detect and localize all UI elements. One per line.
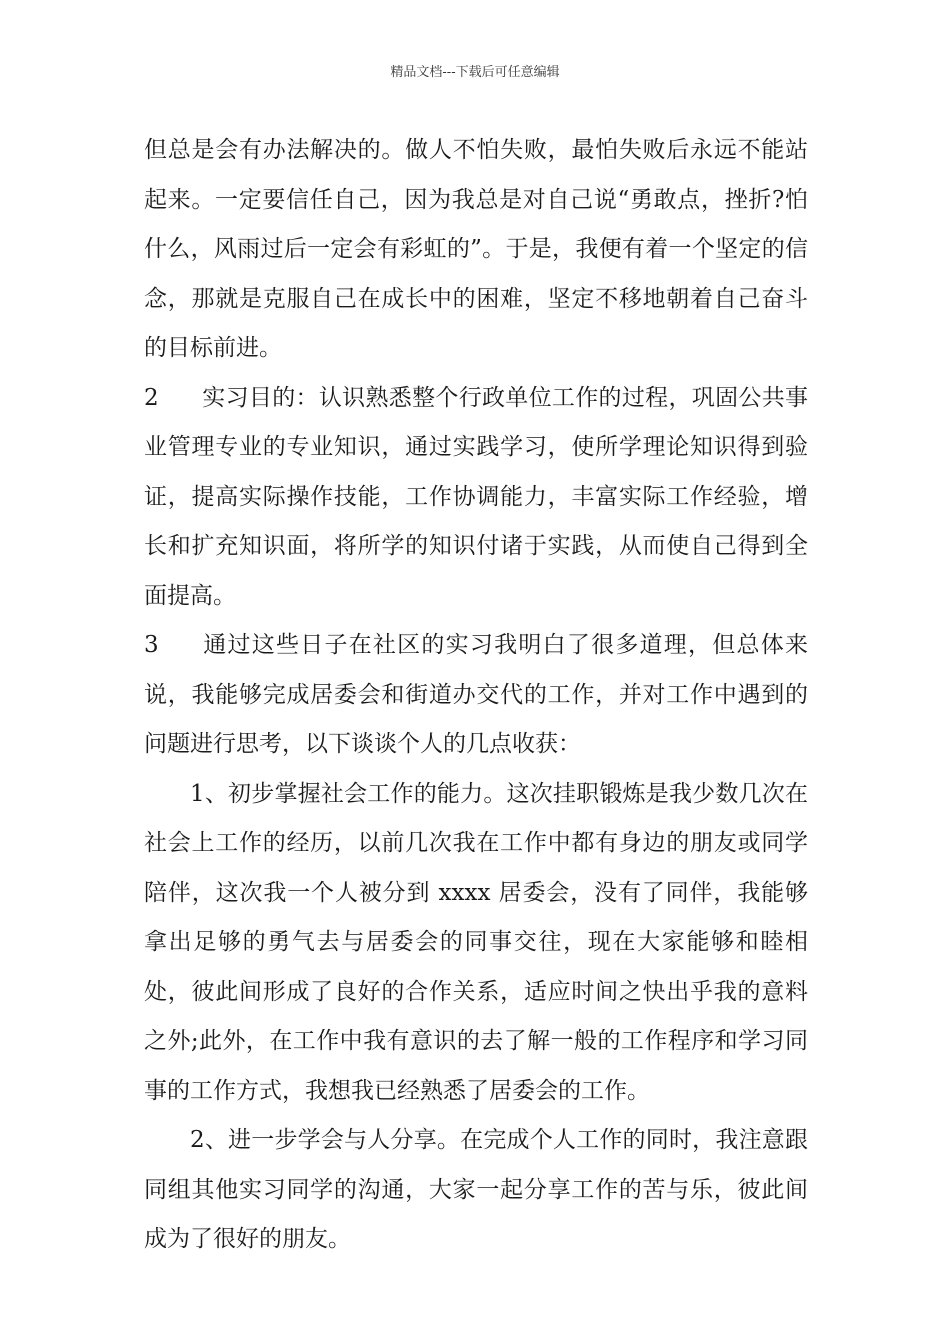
list-paragraph-1: [144, 770, 808, 1117]
paragraph-number: 2: [144, 384, 159, 411]
page-header: 精品文档---下载后可任意编辑: [390, 65, 560, 80]
paragraph-text: 实习目的：认识熟悉整个行政单位工作的过程，巩固公共事业管理专业的专业知识，通过实践学习，使所学理论知识得到验证，提高实际操作技能，工作协调能力，丰富实际工作经验，增长和扩充知识面，将所学的知识付诸于实践，从而使自己得到全面提高。: [144, 384, 808, 609]
paragraph-number: 3: [144, 632, 159, 658]
paragraph-text: 1、初步掌握社会工作的能力。这次挂职锻炼是我少数几次在社会上工作的经历，以前几次我在工作中都有身边的朋友或同学陪伴，这次我一个人被分到 xxxx 居委会，没有了同伴，我能够拿出足够的勇气去与居委会的同事交往，现在大家能够和睦相处，彼此间形成了良好的合作关系，适应时间之快出乎我的意料之外;此外，在工作中我有意识的去了解一般的工作程序和学习同事的工作方式，我想我已经熟悉了居委会的工作。: [144, 780, 808, 1104]
paragraph-continuation: [144, 126, 808, 374]
numbered-paragraph-2: [144, 374, 808, 622]
numbered-paragraph-3: [144, 621, 808, 770]
paragraph-text: 但总是会有办法解决的。做人不怕失败，最怕失败后永远不能站起来。一定要信任自己，因为我总是对自己说“勇敢点，挫折?怕什么，风雨过后一定会有彩虹的”。于是，我便有着一个坚定的信念，那就是克服自己在成长中的困难，坚定不移地朝着自己奋斗的目标前进。: [144, 137, 808, 361]
paragraph-text: 通过这些日子在社区的实习我明白了很多道理，但总体来说，我能够完成居委会和街道办交代的工作，并对工作中遇到的问题进行思考，以下谈谈个人的几点收获：: [144, 632, 808, 757]
list-paragraph-2: [144, 1116, 808, 1265]
paragraph-text: 2、进一步学会与人分享。在完成个人工作的同时，我注意跟同组其他实习同学的沟通，大家一起分享工作的苦与乐，彼此间成为了很好的朋友。: [144, 1127, 808, 1252]
document-body: [144, 126, 808, 1265]
